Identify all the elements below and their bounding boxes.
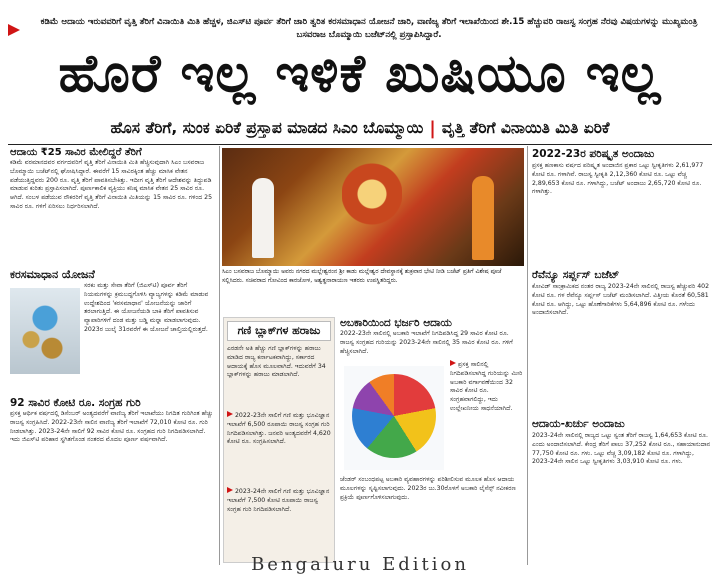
excise-paragraph-1: 2022-23ನೇ ಸಾಲಿನಲ್ಲಿ ಅಬಕಾರಿ ಇಲಾಖೆಗೆ ನಿಗದಿಪಡಿಸಿದ್ದ 29 ಸಾವಿರ ಕೋಟಿ ರೂ. ರಾಜಸ್ವ ಸಂಗ್ರಹದ ಗುರಿಯನ್ನು 2023-24ನೇ ಸಾಲಿನಲ್ಲಿ 35 ಸಾವಿರ ಕೋಟಿ ರೂ. ಗಳಿಗೆ ಹೆಚ್ಚಿಸಲಾಗಿದೆ.	[340, 330, 513, 355]
col1-paragraph-1: ಕಡಿಮೆ ವರಮಾನದವರ ವರ್ಗದವರಿಗೆ ವೃತ್ತಿ ತೆರಿಗೆ ವಿನಾಯಿತಿ ಮಿತಿ ಹೆಚ್ಚಿಸುವುದಾಗಿ ಸಿಎಂ ಬಸವರಾಜ ಬೊಮ್ಮಾಯಿ ಬಜೆಟ್‌ನಲ್ಲಿ ಘೋಷಿಸಿದ್ದಾರೆ. ಈವರೆಗೆ 15 ಸಾವಿರಕ್ಕಿಂತ ಹೆಚ್ಚು ಮಾಸಿಕ ವೇತನ ಪಡೆಯುತ್ತಿದ್ದವರು 200 ರೂ. ವೃತ್ತಿ ತೆರಿಗೆ ಪಾವತಿಸಬೇಕಿತ್ತು. ಇದೀಗ ವೃತ್ತಿ ತೆರಿಗೆ ಆದೇಶವನ್ನು ತಿದ್ದುಪಡಿ ಮಾಡುವ ಕುರಿತು ಪ್ರಸ್ತಾಪಿಸಲಾಗಿದೆ. ಪೂರ್ಣಕಾಲಿಕ ವ್ಯಕ್ತಿಯು ಕನಿಷ್ಠ ಮಾಸಿಕ ವೇತನ 25 ಸಾವಿರ ರೂ. ಆಗಿದೆ. ಸಂಬಳ ಪಡೆಯುವ ನೌಕರರಿಗೆ ವೃತ್ತಿ ತೆರಿಗೆ ವಿನಾಯಿತಿ ಮಿತಿಯನ್ನು 15 ಸಾವಿರ ರೂ. ಗಳಿಂದ 25 ಸಾವಿರ ರೂ. ಗಳಿಗೆ ಏರಿಸಲು ನಿರ್ಧರಿಸಲಾಗಿದೆ.	[10, 159, 213, 210]
lead-strip	[8, 4, 712, 42]
mining-paragraph-3	[227, 487, 331, 547]
subhead-left: ಹೊಸ ತೆರಿಗೆ, ಸುಂಕ ಏರಿಕೆ ಪ್ರಸ್ತಾಪ ಮಾಡದ ಸಿಎಂ ಬೊಮ್ಮಾಯಿ	[110, 118, 424, 137]
col-divider-2	[527, 146, 528, 565]
col1-paragraph-3: ಪ್ರಸಕ್ತ ಆರ್ಥಿಕ ವರ್ಷದಲ್ಲಿ ಡಿಸೆಂಬರ್ ಅಂತ್ಯದವರೆಗೆ ವಾಣಿಜ್ಯ ತೆರಿಗೆ ಇಲಾಖೆಯು ನಿಗದಿತ ಗುರಿಗಿಂತ ಹೆಚ್ಚು ರಾಜಸ್ವ ಸಂಗ್ರಹಿಸಿದೆ. 2022-23ನೇ ಸಾಲಿನ ವಾಣಿಜ್ಯ ತೆರಿಗೆ ಇಲಾಖೆಗೆ 72,010 ಕೋಟಿ ರೂ. ಗುರಿ ನೀಡಲಾಗಿತ್ತು. 2023-24ನೇ ಸಾಲಿಗೆ 92 ಸಾವಿರ ಕೋಟಿ ರೂ. ಸಂಗ್ರಹದ ಗುರಿ ನಿಗದಿಪಡಿಸಲಾಗಿದೆ. ಇದು ಜಿಎಸ್‌ಟಿ ಪರಿಹಾರ ಸ್ಥಗಿತಗೊಂಡ ನಂತರದ ಮೊದಲ ಪೂರ್ಣ ವರ್ಷವಾಗಿದೆ.	[10, 410, 214, 444]
mining-paragraph-3-text: 2023-24ನೇ ಸಾಲಿಗೆ ಗಣಿ ಮತ್ತು ಭೂವಿಜ್ಞಾನ ಇಲಾಖೆಗೆ 7,500 ಕೋಟಿ ರೂಪಾಯಿ ರಾಜಸ್ವ ಸಂಗ್ರಹ ಗುರಿ ನಿಗದಿಪಡಿಸಲಾಗಿದೆ.	[227, 488, 330, 513]
excise-paragraph-3: ಜೆಂಡರ್ ಸಂಬಂಧಪಟ್ಟ ಅಬಕಾರಿ ವ್ಯವಹಾರಗಳನ್ನು ಪರಿಶೀಲಿಸುವ ಮೂಲಕ ಹೊಸ ಆದಾಯ ಮೂಲಗಳನ್ನು ಸೃಷ್ಟಿಸಲಾಗುವುದು. 2023ರ ಜು.30ರೊಳಗೆ ಅಬಕಾರಿ ಲೈಸೆನ್ಸ್ ನವೀಕರಣ ಪ್ರಕ್ರಿಯೆ ಪೂರ್ಣಗೊಳಿಸಲಾಗುವುದು.	[340, 476, 516, 501]
column-left	[10, 146, 216, 565]
col5-paragraph-3: 2023-24ನೇ ಸಾಲಿನಲ್ಲಿ ರಾಜ್ಯದ ಒಟ್ಟು ಸ್ವಂತ ತೆರಿಗೆ ರಾಜಸ್ವ 1,64,653 ಕೋಟಿ ರೂ. ಎಂದು ಅಂದಾಜಿಸಲಾಗಿದೆ. ಕೇಂದ್ರ ತೆರಿಗೆ ಪಾಲು 37,252 ಕೋಟಿ ರೂ., ಸಹಾಯಾನುದಾನ 77,750 ಕೋಟಿ ರೂ. ಗಳು. ಒಟ್ಟು ವೆಚ್ಚ 3,09,182 ಕೋಟಿ ರೂ. ಗಳಾಗಿದ್ದು, 2023-24ನೇ ಸಾಲಿನ ಒಟ್ಟು ಸ್ವೀಕೃತಿಗಳು 3,03,910 ಕೋಟಿ ರೂ. ಗಳು.	[532, 432, 711, 466]
excise-heading: ಅಬಕಾರಿಯಿಂದ ಭರ್ಜರಿ ಆದಾಯ	[340, 317, 452, 329]
col1-paragraph-2: ಸರಕು ಮತ್ತು ಸೇವಾ ತೆರಿಗೆ (ಜಿಎಸ್‌ಟಿ) ಪೂರ್ವ ತೆರಿಗೆ ನಿಯಮಗಳನ್ನು ಕ್ರಮಬದ್ಧಗೊಳಿಸಿ ವ್ಯಾಜ್ಯಗಳನ್ನು ಕಡಿಮೆ ಮಾಡುವ ಉದ್ದೇಶದಿಂದ 'ಕರಸಮಾಧಾನ' ಯೋಜನೆಯನ್ನು ಜಾರಿಗೆ ತರಲಾಗುತ್ತಿದೆ. ಈ ಯೋಜನೆಯಡಿ ಬಾಕಿ ತೆರಿಗೆ ಪಾವತಿಸುವ ವ್ಯಾಪಾರಿಗಳಿಗೆ ದಂಡ ಮತ್ತು ಬಡ್ಡಿ ಮನ್ನಾ ಮಾಡಲಾಗುವುದು. 2023ರ ಜುಲೈ 31ರವರೆಗೆ ಈ ಯೋಜನೆ ಚಾಲ್ತಿಯಲ್ಲಿರುತ್ತದೆ.	[84, 282, 209, 333]
mining-paragraph-2	[227, 411, 331, 483]
mining-box	[223, 317, 335, 563]
person-figure	[252, 178, 274, 258]
mining-paragraph-2-text: 2022-23ನೇ ಸಾಲಿಗೆ ಗಣಿ ಮತ್ತು ಭೂವಿಜ್ಞಾನ ಇಲಾಖೆಗೆ 6,500 ರೂಪಾಯಿ ರಾಜಸ್ವ ಸಂಗ್ರಹ ಗುರಿ ನಿಗದಿಪಡಿಸಲಾಗಿತ್ತು. ಜನವರಿ ಅಂತ್ಯದವರೆಗೆ 4,620 ಕೋಟಿ ರೂ. ಸಂಗ್ರಹಿಸಲಾಗಿದೆ.	[227, 412, 331, 446]
excise-paragraph-2-text: ಪ್ರಸಕ್ತ ಸಾಲಿನಲ್ಲಿ ನಿಗದಿಪಡಿಸಲಾಗಿದ್ದ ಗುರಿಯನ್ನು ಮೀರಿ ಅಬಕಾರಿ ವರ್ಗಾವಣೆಯಿಂದ 32 ಸಾವಿರ ಕೋಟಿ ರೂ. ಸಂಗ್ರಹವಾಗಲಿದ್ದು, ಇದು ಉಲ್ಲೇಖನೀಯ ಸಾಧನೆಯಾಗಿದೆ.	[450, 361, 523, 412]
temple-idol-graphic	[342, 158, 402, 248]
bullet-arrow-icon	[227, 411, 233, 417]
main-headline: ಹೊರೆ ಇಲ್ಲ ಇಳಿಕೆ ಖುಷಿಯೂ ಇಲ್ಲ	[58, 43, 662, 104]
edition-label: Bengaluru Edition	[251, 554, 469, 575]
subhead-right: ವೃತ್ತಿ ತೆರಿಗೆ ವಿನಾಯಿತಿ ಮಿತಿ ಏರಿಕೆ	[441, 118, 610, 137]
subheadline	[10, 113, 710, 143]
footer-strip	[200, 554, 520, 575]
lead-text: ಕಡಿಮೆ ಆದಾಯ ಇರುವವರಿಗೆ ವೃತ್ತಿ ತೆರಿಗೆ ವಿನಾಯಿತಿ ಮಿತಿ ಹೆಚ್ಚಳ, ಜಿಎಸ್‌ಟಿ ಪೂರ್ವ ತೆರಿಗೆ ಜಾರಿ ತ್ವರಿತ ಕರಸಮಾಧಾನ ಯೋಜನೆ ಜಾರಿ, ವಾಣಿಜ್ಯ ತೆರಿಗೆ ಇಲಾಖೆಯಿಂದ ಶೇ.15 ಹೆಚ್ಚುವರಿ ರಾಜಸ್ವ ಸಂಗ್ರಹ ನೆರವು ವಿಷಯಗಳನ್ನು ಮುಖ್ಯಮಂತ್ರಿ ಬಸವರಾಜ ಬೊಮ್ಮಾಯಿ ಬಜೆಟ್‌ನಲ್ಲಿ ಪ್ರಸ್ತಾಪಿಸಿದ್ದಾರೆ.	[40, 17, 698, 40]
priest-figure	[472, 176, 494, 260]
coin-jar-image	[10, 288, 80, 374]
pie-chart-graphic	[352, 374, 436, 458]
col5-heading-3: ಆದಾಯ-ಖರ್ಚು ಅಂದಾಜು	[532, 418, 625, 430]
col1-heading-3: 92 ಸಾವಿರ ಕೋಟಿ ರೂ. ಸಂಗ್ರಹ ಗುರಿ	[10, 397, 141, 409]
top-rule	[8, 144, 712, 145]
col5-heading-1: 2022-23ರ ಪರಿಷ್ಕೃತ ಅಂದಾಜು	[532, 148, 655, 160]
mining-paragraph-1: ಎರಡನೇ ಅತಿ ಹೆಚ್ಚು ಗಣಿ ಬ್ಲಾಕ್‌ಗಳನ್ನು ಹರಾಜು ಮಾಡಿದ ರಾಜ್ಯ ಕರ್ನಾಟಕವಾಗಿದ್ದು, ಸರ್ಕಾರದ ಆದಾಯಕ್ಕೆ ಹೊಸ ಮೂಲವಾಗಿದೆ. ಇದುವರೆಗೆ 34 ಬ್ಲಾಕ್‌ಗಳನ್ನು ಹರಾಜು ಮಾಡಲಾಗಿದೆ.	[227, 345, 326, 379]
subhead-separator: |	[429, 117, 436, 139]
col1-heading-2: ಕರಸಮಾಧಾನ ಯೋಜನೆ	[10, 268, 95, 281]
lead-arrow-icon	[8, 24, 20, 36]
bullet-arrow-icon	[227, 487, 233, 493]
col-divider-1	[219, 146, 220, 565]
col5-paragraph-2: ಕೋವಿಡ್ ಸಾಂಕ್ರಾಮಿಕದ ನಂತರ ರಾಜ್ಯ 2023-24ನೇ ಸಾಲಿನಲ್ಲಿ ರಾಜಸ್ವ ಹೆಚ್ಚುವರಿ 402 ಕೋಟಿ ರೂ. ಗಳ ರೆವೆನ್ಯೂ ಸರ್ಪ್ಲಸ್ ಬಜೆಟ್ ಮಂಡಿಸಲಾಗಿದೆ. ವಿತ್ತೀಯ ಕೊರತೆ 60,581 ಕೋಟಿ ರೂ. ಆಗಿದ್ದು, ಒಟ್ಟು ಹೊಣೆಗಾರಿಕೆಗಳು 5,64,896 ಕೋಟಿ ರೂ. ಗಳೆಂದು ಅಂದಾಜಿಸಲಾಗಿದೆ.	[532, 283, 710, 317]
col5-heading-2: ರೆವೆನ್ಯೂ ಸರ್ಪ್ಲಸ್ ಬಜೆಟ್	[532, 269, 620, 281]
bullet-arrow-icon	[450, 360, 456, 366]
pie-image-frame	[344, 366, 444, 470]
temple-photo	[222, 148, 524, 266]
photo-caption: ಸಿಎಂ ಬಸವರಾಜ ಬೊಮ್ಮಾಯಿ ಅವರು ನಗರದ ಮಲ್ಲೇಶ್ವರಂನ ಶ್ರೀ ಕಾಡು ಮಲ್ಲೇಶ್ವರ ದೇವಸ್ಥಾನಕ್ಕೆ ಶುಕ್ರವಾರ ಭೇಟಿ ನೀಡಿ ಬಜೆಟ್ ಪ್ರತಿಗೆ ವಿಶೇಷ ಪೂಜೆ ಸಲ್ಲಿಸಿದರು. ಸಚಿವರಾದ ಗೋವಿಂದ ಕಾರಜೋಳ, ಅಶ್ವತ್ಥನಾರಾಯಣ ಇತರರು ಉಪಸ್ಥಿತರಿದ್ದರು.	[222, 268, 502, 284]
mining-box-title: ಗಣಿ ಬ್ಲಾಕ್‌ಗಳ ಹರಾಜು	[237, 324, 321, 337]
column-right	[532, 146, 712, 565]
excise-section	[340, 316, 524, 565]
mining-box-title-frame	[227, 321, 331, 341]
col1-heading-1: ಆದಾಯ ₹25 ಸಾವಿರ ಮೇಲಿದ್ದರೆ ತೆರಿಗೆ	[10, 147, 142, 158]
excise-paragraph-2	[450, 360, 524, 476]
col5-paragraph-1: ಪ್ರಸಕ್ತ ಹಣಕಾಸು ವರ್ಷದ ಪರಿಷ್ಕೃತ ಅಂದಾಜಿನ ಪ್ರಕಾರ ಒಟ್ಟು ಸ್ವೀಕೃತಿಗಳು 2,61,977 ಕೋಟಿ ರೂ. ಗಳಾಗಿವೆ. ರಾಜಸ್ವ ಸ್ವೀಕೃತಿ 2,12,360 ಕೋಟಿ ರೂ. ಒಟ್ಟು ವೆಚ್ಚ 2,89,653 ಕೋಟಿ ರೂ. ಗಳಾಗಿದ್ದು, ಬಜೆಟ್ ಅಂದಾಜು 2,65,720 ಕೋಟಿ ರೂ. ಗಳಾಗಿತ್ತು.	[532, 162, 704, 196]
